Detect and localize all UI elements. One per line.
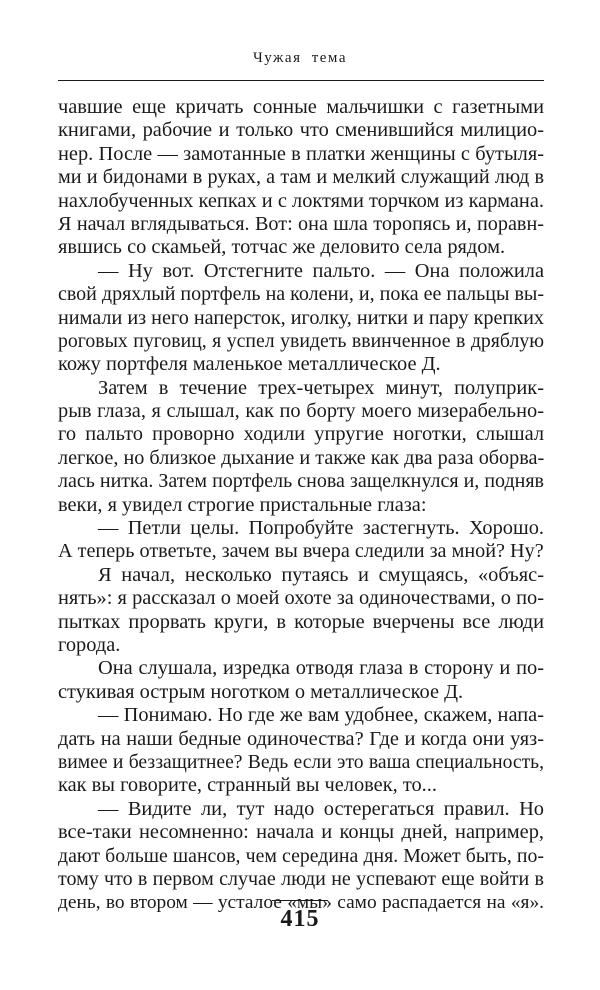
header-rule (58, 80, 544, 81)
text-line: свой дряхлый портфель на колени, и, пока ее пальцы вы- (58, 283, 544, 306)
text-line: нимали из него наперсток, иголку, нитки и пару крепких (58, 306, 544, 329)
text-line: лась нитка. Затем портфель снова защелкнулся и, подняв (58, 470, 544, 493)
text-line: тому что в первом случае люди не успевают еще войти в (58, 867, 544, 890)
text-line: — Видите ли, тут надо остерегаться правил. Но (98, 797, 544, 820)
text-line: пытках прорвать круги, в которые вчерчены все люди (58, 610, 544, 633)
page-number: 415 (280, 906, 320, 932)
text-line: Затем в течение трех-четырех минут, полуприк- (98, 376, 544, 399)
text-line: А теперь ответьте, зачем вы вчера следили за мной? Ну? (58, 540, 544, 563)
text-line: ми и бидонами в руках, а там и мелкий служащий люд в (58, 166, 544, 189)
text-line: роговых пуговиц, я успел увидеть ввинченное в дряблую (58, 329, 544, 352)
text-line: нять»: я рассказал о моей охоте за одиночествами, о по- (58, 587, 544, 610)
running-head: Чужая тема (253, 50, 347, 66)
text-line: — Понимаю. Но где же вам удобнее, скажем, напа- (98, 704, 544, 727)
text-line: нер. После — замотанные в платки женщины с бутыля- (58, 142, 544, 165)
text-line: день, во втором — усталое «мы» само распадается на «я». (58, 892, 544, 914)
body-text (58, 96, 544, 915)
text-line: явшись со скамьей, тотчас же деловито села рядом. (58, 236, 506, 259)
text-line: дать на наши бедные одиночества? Где и когда они уяз- (58, 727, 544, 750)
text-line: Я начал вглядываться. Вот: она шла торопясь и, поравн- (58, 212, 544, 235)
text-line: книгами, рабочие и только что сменившийся милицио- (58, 119, 544, 142)
text-line: нахлобученных кепках и с локтями торчком из кармана. (58, 189, 544, 212)
text-line: Она слушала, изредка отводя глаза в сторону и по- (98, 657, 544, 680)
text-line: кожу портфеля маленькое металлическое Д. (58, 353, 441, 376)
text-line: веки, я увидел строгие пристальные глаза: (58, 493, 427, 516)
text-line: легкое, но близкое дыхание и также как два раза оборва- (58, 446, 544, 469)
text-line: — Ну вот. Отстегните пальто. — Она положила (98, 259, 544, 282)
text-line: дают больше шансов, чем середина дня. Может быть, по- (58, 844, 544, 867)
text-line: стукивая острым ноготком о металлическое Д. (58, 680, 464, 703)
text-line: все-таки несомненно: начала и концы дней, например, (58, 821, 544, 844)
text-line: чавшие еще кричать сонные мальчишки с газетными (58, 96, 544, 118)
text-line: рыв глаза, я слышал, как по борту моего мизерабельно- (58, 400, 544, 423)
text-line: города. (58, 633, 121, 656)
text-line: Я начал, несколько путаясь и смущаясь, «объяс- (98, 563, 544, 586)
footer-rule (272, 900, 328, 901)
text-line: вимее и беззащитнее? Ведь если это ваша специальность, (58, 751, 544, 773)
text-line: — Петли целы. Попробуйте застегнуть. Хорошо. (98, 517, 544, 540)
text-line: как вы говорите, странный вы человек, то... (58, 774, 437, 797)
text-line: го пальто проворно ходили упругие ноготки, слышал (58, 423, 544, 446)
